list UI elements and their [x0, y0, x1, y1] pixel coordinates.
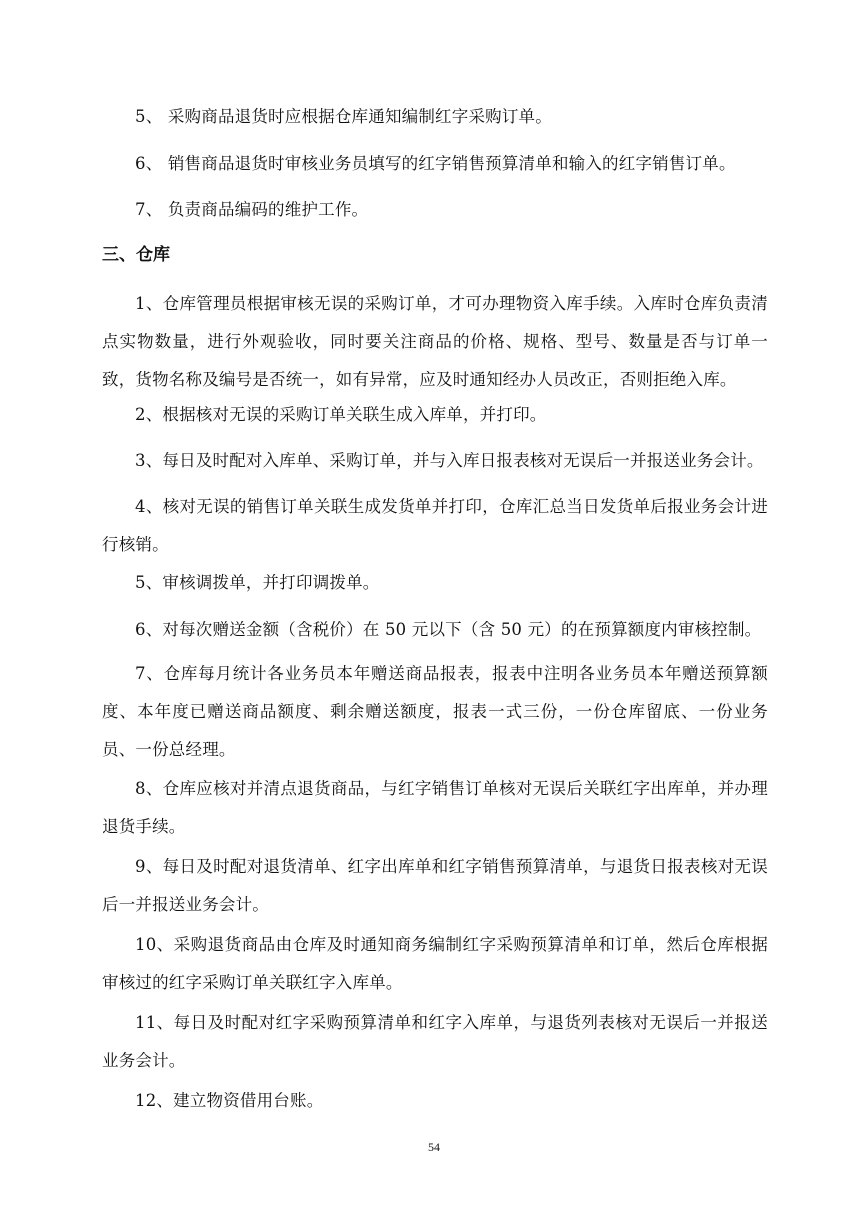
paragraph-item-6-sales-return: 6、 销售商品退货时审核业务员填写的红字销售预算清单和输入的红字销售订单。 — [135, 154, 736, 173]
paragraph-warehouse-12: 12、建立物资借用台账。 — [135, 1091, 324, 1110]
paragraph-warehouse-2: 2、根据核对无误的采购订单关联生成入库单，并打印。 — [135, 405, 547, 424]
paragraph-warehouse-1: 1、仓库管理员根据审核无误的采购订单，才可办理物资入库手续。入库时仓库负责清点实物数量，进行外观验收，同时要关注商品的价格、规格、型号、数量是否与订单一致，货物名称及编号是否统一，如有异常，应及时通知经办人员改正，否则拒绝入库。 — [102, 294, 768, 389]
paragraph-warehouse-8: 8、仓库应核对并清点退货商品，与红字销售订单核对无误后关联红字出库单，并办理退货手续。 — [102, 779, 768, 836]
paragraph-warehouse-4: 4、核对无误的销售订单关联生成发货单并打印，仓库汇总当日发货单后报业务会计进行核销。 — [102, 497, 768, 554]
paragraph-warehouse-10: 10、采购退货商品由仓库及时通知商务编制红字采购预算清单和订单，然后仓库根据审核过的红字采购订单关联红字入库单。 — [102, 935, 768, 992]
paragraph-warehouse-7: 7、仓库每月统计各业务员本年赠送商品报表，报表中注明各业务员本年赠送预算额度、本年度已赠送商品额度、剩余赠送额度，报表一式三份，一份仓库留底、一份业务员、一份总经理。 — [102, 664, 768, 759]
section-heading-warehouse: 三、仓库 — [102, 245, 170, 265]
paragraph-warehouse-11: 11、每日及时配对红字采购预算清单和红字入库单，与退货列表核对无误后一并报送业务会计。 — [102, 1013, 768, 1070]
paragraph-item-7-product-code: 7、 负责商品编码的维护工作。 — [135, 200, 369, 219]
paragraph-item-5-purchase-return: 5、 采购商品退货时应根据仓库通知编制红字采购订单。 — [135, 107, 552, 126]
paragraph-warehouse-3: 3、每日及时配对入库单、采购订单，并与入库日报表核对无误后一并报送业务会计。 — [135, 451, 764, 470]
paragraph-warehouse-6: 6、对每次赠送金额（含税价）在 50 元以下（含 50 元）的在预算额度内审核控制。 — [135, 620, 762, 639]
page-number: 54 — [428, 1140, 440, 1154]
paragraph-warehouse-5: 5、审核调拨单，并打印调拨单。 — [135, 573, 380, 592]
paragraph-warehouse-9: 9、每日及时配对退货清单、红字出库单和红字销售预算清单，与退货日报表核对无误后一并报送业务会计。 — [102, 857, 768, 914]
